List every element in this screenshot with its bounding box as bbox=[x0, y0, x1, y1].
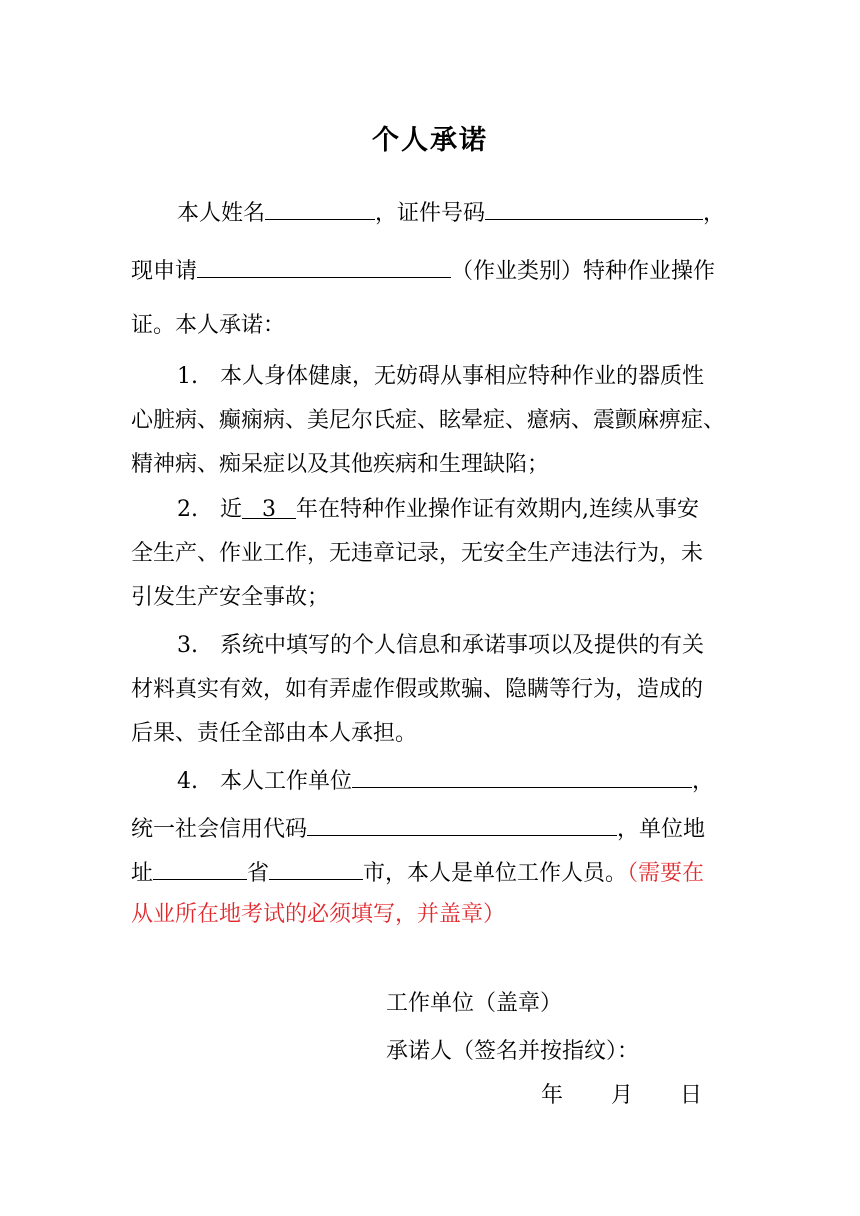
red-note-1: （需要在 bbox=[627, 861, 705, 886]
credit-code-blank bbox=[307, 814, 617, 836]
item-3-number: 3. bbox=[177, 633, 198, 658]
item-4-line-1: 4. 本人工作单位 ， bbox=[177, 766, 714, 795]
item-3-line-1: 3. 系统中填写的个人信息和承诺事项以及提供的有关 bbox=[177, 633, 705, 658]
province-blank bbox=[153, 858, 247, 880]
work-unit-blank bbox=[352, 766, 692, 788]
id-end: ， bbox=[703, 201, 726, 226]
item-3-line-2: 材料真实有效，如有弄虚作假或欺骗、隐瞒等行为，造成的 bbox=[131, 677, 704, 702]
item-3-line-3: 后果、责任全部由本人承担。 bbox=[131, 721, 418, 746]
years-blank: 3 bbox=[242, 497, 296, 519]
category-note: （作业类别）特种作业操作 bbox=[451, 259, 716, 284]
name-label: 本人姓名 bbox=[177, 201, 266, 226]
id-blank bbox=[485, 198, 703, 220]
date-month: 月 bbox=[611, 1083, 634, 1108]
item-2-number: 2. bbox=[177, 497, 198, 522]
id-label: ，证件号码 bbox=[375, 201, 486, 226]
item-2-line-2: 全生产、作业工作，无违章记录，无安全生产违法行为，未 bbox=[131, 541, 704, 566]
apply-label: 现申请 bbox=[131, 259, 198, 284]
item-2-line-3: 引发生产安全事故； bbox=[131, 585, 330, 610]
item-1-number: 1. bbox=[177, 364, 198, 389]
cert-suffix: 证。本人承诺： bbox=[131, 313, 286, 338]
intro-line-2 bbox=[131, 256, 715, 285]
item-4-line-3: 址 省 市，本人是单位工作人员。（需要在 bbox=[131, 858, 704, 887]
page-title: 个人承诺 bbox=[372, 125, 488, 156]
intro-line-3 bbox=[131, 313, 285, 339]
item-2-line-1: 2. 近 3 年在特种作业操作证有效期内,连续从事安 bbox=[177, 497, 700, 522]
item-1-line-2: 心脏病、癫痫病、美尼尔氏症、眩晕症、癔病、震颤麻痹症、 bbox=[131, 408, 726, 433]
category-blank bbox=[197, 256, 451, 278]
item-4-line-2: 统一社会信用代码 ，单位地 bbox=[131, 814, 705, 843]
date-day: 日 bbox=[680, 1083, 703, 1108]
item-1-line-3: 精神病、痴呆症以及其他疾病和生理缺陷； bbox=[131, 452, 550, 477]
date-year: 年 bbox=[541, 1083, 564, 1108]
promisor-label: 承诺人（签名并按指纹）： bbox=[386, 1039, 640, 1064]
name-blank bbox=[265, 198, 375, 220]
city-blank bbox=[269, 858, 363, 880]
item-4-number: 4. bbox=[177, 769, 198, 794]
intro-line-1 bbox=[177, 198, 725, 227]
unit-seal-label: 工作单位（盖章） bbox=[386, 991, 563, 1016]
item-1-line-1: 1. 本人身体健康，无妨碍从事相应特种作业的器质性 bbox=[177, 364, 705, 389]
red-note-2: 从业所在地考试的必须填写，并盖章） bbox=[131, 902, 506, 927]
